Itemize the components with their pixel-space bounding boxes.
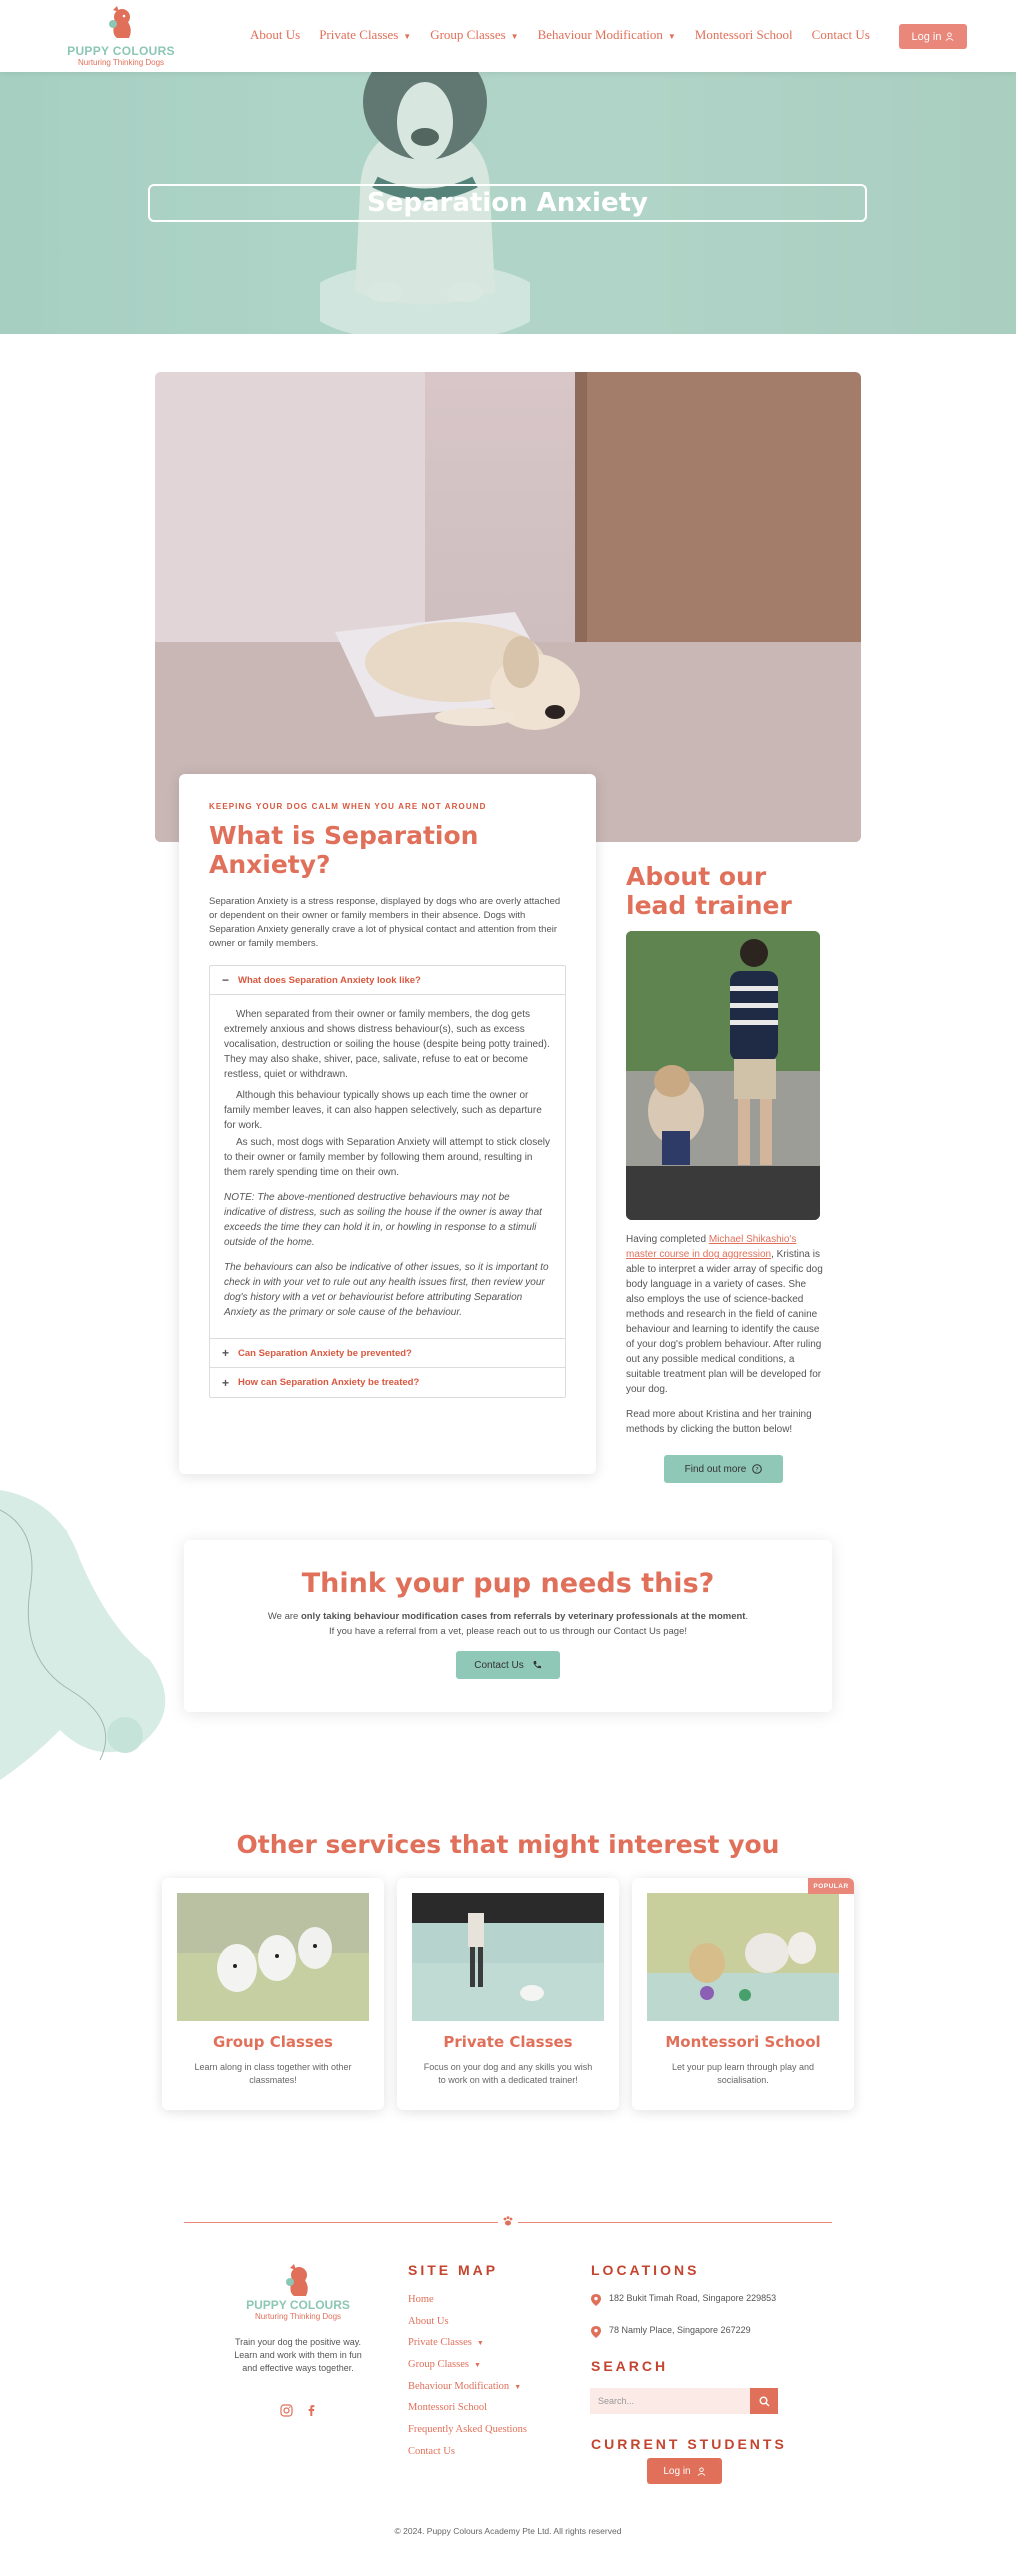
sitemap-montessori-school[interactable]: Montessori School (408, 2402, 488, 2414)
service-card-private-classes[interactable] (397, 1878, 619, 2110)
map-pin-icon (591, 2326, 601, 2338)
service-title: Group Classes (213, 2033, 333, 2051)
logo-tagline: Nurturing Thinking Dogs (77, 58, 165, 67)
trainer-text: Having completed (626, 1234, 709, 1245)
copyright: © 2024. Puppy Colours Academy Pte Ltd. All rights reserved (394, 2526, 622, 2536)
hero-title-box (148, 184, 867, 222)
service-title: Montessori School (665, 2033, 821, 2051)
footer-logo-tagline: Nurturing Thinking Dogs (254, 2312, 342, 2321)
paw-icon (498, 2214, 518, 2230)
minus-icon: − (222, 973, 230, 987)
instagram-icon[interactable] (280, 2404, 293, 2417)
nav-group-classes[interactable]: Group Classes ▼ (430, 27, 519, 42)
golden-retriever-photo (155, 372, 861, 842)
map-pin-icon (591, 2294, 601, 2306)
sitemap-contact-us[interactable]: Contact Us (408, 2445, 455, 2457)
accordion-title: What does Separation Anxiety look like? (238, 974, 421, 986)
login-label: Log in (911, 30, 942, 43)
svg-text:?: ? (755, 1465, 760, 1474)
facebook-icon[interactable] (305, 2404, 318, 2417)
chevron-down-icon: ▼ (476, 2339, 484, 2348)
hero-banner (0, 72, 1016, 334)
find-out-more-label: Find out more (684, 1463, 747, 1475)
services-heading: Other services that might interest you (236, 1830, 780, 1859)
dogs-playing-image (647, 1893, 839, 2021)
accordion-paragraph: Although this behaviour typically shows up each time the owner or family member leaves, it can also happen selectively, such as departure for work. (224, 1090, 542, 1131)
three-dogs-image (177, 1893, 369, 2021)
contact-us-button[interactable] (456, 1651, 560, 1679)
nav-about-us[interactable]: About Us (250, 27, 301, 42)
search-form (590, 2388, 778, 2414)
dog-lying-image (155, 372, 861, 842)
site-logo[interactable] (66, 4, 176, 68)
sitemap-faq[interactable]: Frequently Asked Questions (408, 2424, 527, 2436)
location-item (591, 2292, 781, 2306)
logo-brand: PUPPY COLOURS (67, 44, 175, 58)
footer-login-button[interactable] (647, 2458, 722, 2484)
service-image (412, 1893, 604, 2021)
article-kicker: KEEPING YOUR DOG CALM WHEN YOU ARE NOT AROUND (209, 802, 487, 811)
trainer-more-text: Read more about Kristina and her training methods by clicking the button below! (626, 1409, 812, 1435)
contact-us-label: Contact Us (474, 1659, 524, 1671)
phone-icon (532, 1660, 542, 1670)
sitemap-links (408, 2294, 527, 2468)
trainer-with-dog-image (626, 931, 820, 1220)
accordion-toggle-prevented[interactable] (210, 1339, 565, 1368)
service-desc: Let your pup learn through play and socialisation. (671, 2062, 815, 2085)
article-title: What is Separation Anxiety? (209, 821, 479, 879)
sitemap-about-us[interactable]: About Us (408, 2315, 449, 2327)
accordion-title: Can Separation Anxiety be prevented? (238, 1347, 412, 1359)
cta-line-2: If you have a referral from a vet, please reach out to us through our Contact Us page! (328, 1626, 688, 1637)
search-button[interactable] (750, 2388, 778, 2414)
service-title: Private Classes (443, 2033, 573, 2051)
login-button[interactable] (899, 24, 967, 49)
footer-logo-brand: PUPPY COLOURS (246, 2298, 350, 2312)
decorative-blob (0, 1490, 170, 1780)
accordion-panel (210, 995, 565, 1339)
trainer-photo (626, 931, 820, 1220)
dog-logo-icon (101, 4, 141, 40)
footer-login-label: Log in (663, 2465, 691, 2477)
service-desc: Learn along in class together with other classmates! (194, 2062, 352, 2085)
locations-heading: LOCATIONS (591, 2262, 700, 2278)
trainer-text: , Kristina is able to interpret a wider array of specific dog body language in a variety of cases. She also employs the use of science-backed methods and research in the field of canine behaviour and learning to identify the cause of your dog's problem behaviour. After ruling out any possible medical conditions, a suitable treatment plan will be developed for your dog. (626, 1249, 823, 1395)
sitemap-heading: SITE MAP (408, 2262, 499, 2278)
trainer-paragraph (626, 1232, 824, 1397)
accordion-toggle-look-like[interactable] (210, 966, 565, 995)
main-nav (250, 27, 870, 43)
nav-contact-us[interactable]: Contact Us (811, 27, 870, 42)
article-intro: Separation Anxiety is a stress response, displayed by dogs who are overly attached or dependent on their owner or family members in their absence. Dogs with Separation Anxiety generally crave a lot of physical contact and attention from their owner or family members. (209, 896, 561, 949)
article-card (179, 774, 596, 1474)
accordion-note: NOTE: The above-mentioned destructive behaviours may not be indicative of distress, such as soiling the house if the owner is away that exceeds the time they can hold it in, or howling in response to a stimuli outside of the home. (224, 1192, 542, 1248)
service-card-montessori-school[interactable] (632, 1878, 854, 2110)
location-item (591, 2324, 781, 2338)
service-card-group-classes[interactable] (162, 1878, 384, 2110)
chevron-down-icon: ▼ (514, 2382, 522, 2391)
location-address: 78 Namly Place, Singapore 267229 (609, 2325, 751, 2335)
plus-icon: + (222, 1346, 230, 1360)
search-heading: SEARCH (591, 2358, 669, 2374)
referral-cta (184, 1540, 832, 1712)
sitemap-group-classes[interactable]: Group Classes ▼ (408, 2359, 481, 2371)
social-links (280, 2404, 318, 2417)
popular-badge: POPULAR (808, 1878, 854, 1894)
accordion-toggle-treated[interactable] (210, 1368, 565, 1397)
nav-private-classes[interactable]: Private Classes ▼ (319, 27, 412, 42)
user-icon (697, 2467, 706, 2476)
dog-logo-icon (278, 2262, 318, 2298)
cta-text: We are (267, 1611, 301, 1622)
dog-walking-image (412, 1893, 604, 2021)
trainer-heading: About our lead trainer (626, 862, 792, 920)
chevron-down-icon: ▼ (510, 32, 519, 41)
accordion-title: How can Separation Anxiety be treated? (238, 1377, 420, 1388)
question-circle-icon (752, 1464, 762, 1474)
accordion-note: The behaviours can also be indicative of other issues, so it is important to check in with your vet to rule out any health issues first, then review your dog's history with a vet or behaviourist before attributing Separation Anxiety as the primary or sole cause of the behaviour. (224, 1262, 549, 1318)
plus-icon: + (222, 1375, 230, 1390)
cta-title: Think your pup needs this? (301, 1568, 715, 1599)
nav-behaviour-modification[interactable]: Behaviour Modification ▼ (537, 27, 676, 42)
accordion-paragraph: As such, most dogs with Separation Anxiety will attempt to stick closely to their owner or family member by following them around, resulting in them rarely spending time on their own. (224, 1137, 551, 1178)
service-image (647, 1893, 839, 2021)
location-address: 182 Bukit Timah Road, Singapore 229853 (609, 2293, 777, 2303)
sitemap-behaviour-modification[interactable]: Behaviour Modification ▼ (408, 2380, 522, 2392)
chevron-down-icon: ▼ (473, 2361, 481, 2370)
course-link[interactable]: Michael Shikashio's master course in dog aggression (626, 1234, 797, 1260)
find-out-more-button[interactable] (664, 1455, 783, 1483)
sitemap-private-classes[interactable]: Private Classes ▼ (408, 2337, 484, 2349)
current-students-heading: CURRENT STUDENTS (591, 2436, 787, 2452)
user-icon (945, 32, 954, 41)
faq-accordion (209, 965, 566, 1398)
footer-logo[interactable] (243, 2262, 353, 2321)
sitemap-home[interactable]: Home (408, 2294, 434, 2305)
page-title: Separation Anxiety (367, 188, 648, 218)
search-icon (759, 2396, 770, 2407)
cta-bold-text: only taking behaviour modification cases from referrals by veterinary professionals at the moment (300, 1611, 746, 1622)
chevron-down-icon: ▼ (403, 32, 412, 41)
accordion-paragraph: When separated from their owner or family members, the dog gets extremely anxious and shows distress behaviour(s), such as excess vocalisation, destruction or soiling the house (despite being potty trained). They may also shake, shiver, pace, salivate, refuse to eat or become restless, quiet or withdrawn. (224, 1009, 550, 1080)
chevron-down-icon: ▼ (667, 32, 676, 41)
search-input[interactable]: Search... (590, 2388, 750, 2414)
nav-montessori-school[interactable]: Montessori School (694, 27, 793, 42)
footer-description: Train your dog the positive way. Learn and work with them in fun and effective ways together. (234, 2337, 362, 2373)
service-image (177, 1893, 369, 2021)
trainer-bio (626, 1232, 824, 1447)
cta-line-1 (184, 1609, 832, 1624)
service-desc: Focus on your dog and any skills you wish to work on with a dedicated trainer! (423, 2062, 593, 2085)
cta-text: . (745, 1611, 749, 1622)
site-header (0, 0, 1016, 72)
